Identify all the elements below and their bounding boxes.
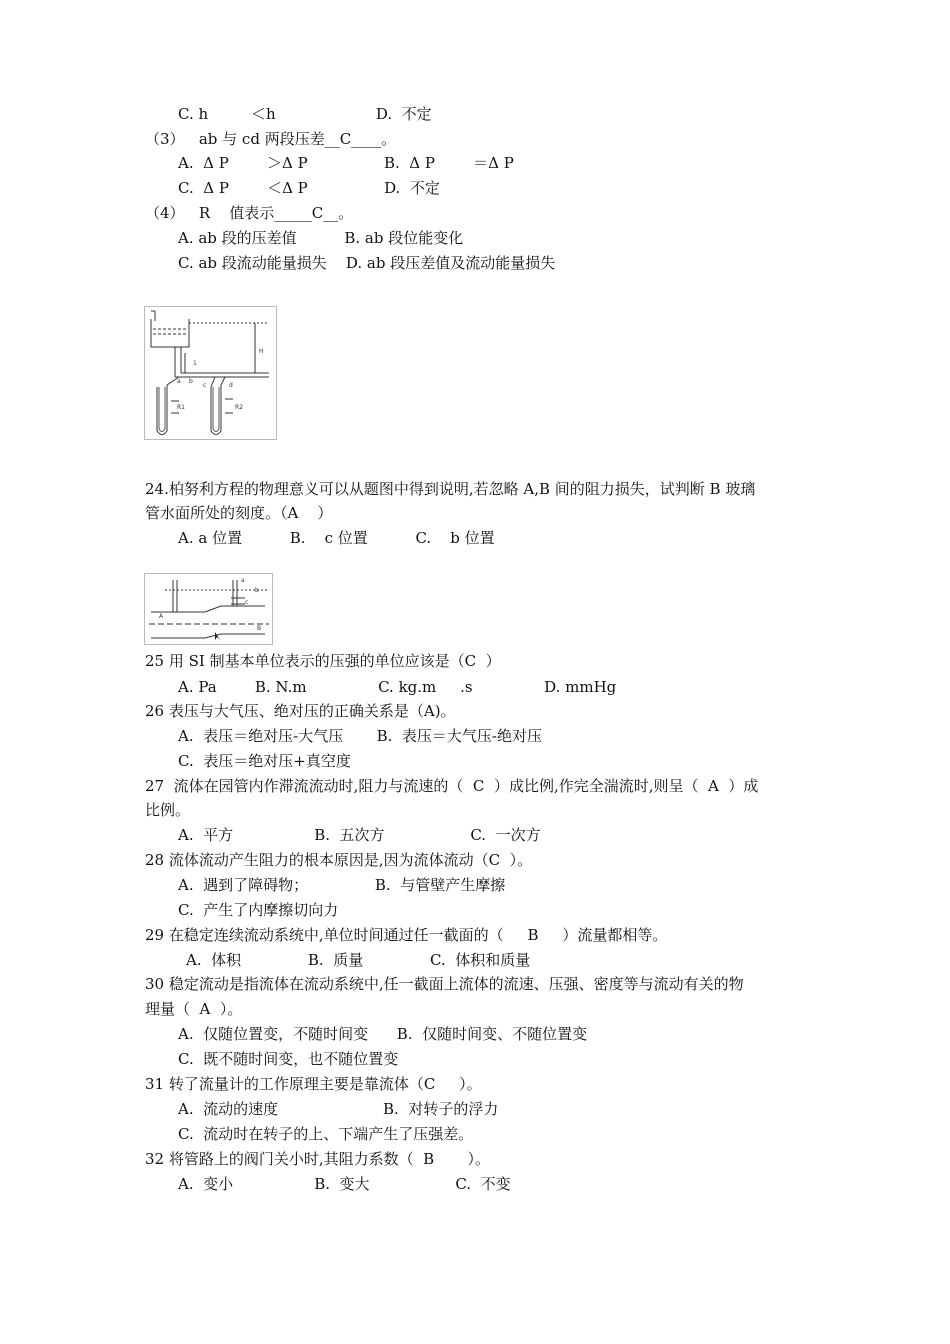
option-line: A. a 位置 B. c 位置 C. b 位置 [178, 529, 495, 547]
question-line: 31 转了流量计的工作原理主要是靠流体（C ）。 [145, 1075, 482, 1093]
question-line: 比例。 [145, 801, 191, 819]
question-line: 理量（ A ）。 [145, 1000, 243, 1018]
question-line: 32 将管路上的阀门关小时,其阻力系数（ B ）。 [145, 1150, 491, 1168]
question-line: 28 流体流动产生阻力的根本原因是,因为流体流动（C ）。 [145, 851, 533, 869]
label-B: B [257, 625, 262, 632]
option-line: C. h ＜h D. 不定 [178, 105, 432, 123]
label-a: a [177, 378, 181, 385]
option-line: C. ab 段流动能量损失 D. ab 段压差值及流动能量损失 [178, 254, 556, 272]
option-line: C. 表压＝绝对压+真空度 [178, 752, 351, 770]
option-line: A. 表压＝绝对压-大气压 B. 表压＝大气压-绝对压 [178, 727, 542, 745]
option-line: C. 产生了内摩擦切向力 [178, 901, 339, 919]
label-H: H [259, 348, 264, 355]
label-c: c [245, 599, 249, 606]
option-line: A. 仅随位置变，不随时间变 B. 仅随时间变、不随位置变 [178, 1025, 588, 1043]
label-b: b [189, 378, 193, 385]
question-line: 24.柏努利方程的物理意义可以从题图中得到说明,若忽略 A,B 间的阻力损失，试判断 B 玻璃 [145, 480, 756, 498]
label-d: d [229, 382, 233, 389]
option-line: C. 流动时在转子的上、下端产生了压强差。 [178, 1125, 474, 1143]
question-line: （3） ab 与 cd 两段压差__C____。 [145, 130, 397, 148]
option-line: A. 流动的速度 B. 对转子的浮力 [178, 1100, 499, 1118]
option-line: A. ab 段的压差值 B. ab 段位能变化 [178, 229, 464, 247]
option-line: C. 既不随时间变，也不随位置变 [178, 1050, 399, 1068]
question-line: 管水面所处的刻度。（A ） [145, 504, 333, 522]
label-R1: R1 [177, 404, 185, 411]
question-line: 29 在稳定连续流动系统中,单位时间通过任一截面的（ B ）流量都相等。 [145, 926, 668, 944]
option-line: A. 平方 B. 五次方 C. 一次方 [178, 826, 541, 844]
manometer-figure [144, 306, 277, 440]
label-1: 1 [193, 360, 197, 367]
label-c: c [203, 382, 207, 389]
question-line: 30 稳定流动是指流体在流动系统中,任一截面上流体的流速、压强、密度等与流动有关的物 [145, 975, 744, 993]
venturi-figure [144, 573, 273, 645]
option-line: A. 遇到了障碍物； B. 与管壁产生摩擦 [178, 876, 506, 894]
option-line: A. 体积 B. 质量 C. 体积和质量 [186, 951, 531, 969]
option-line: A. Δ P ＞Δ P B. Δ P ＝Δ P [178, 154, 514, 172]
question-line: （4） R 值表示_____C__。 [145, 204, 354, 222]
label-A: A [159, 613, 164, 620]
question-line: 27 流体在园管内作滞流流动时,阻力与流速的（ C ）成比例,作完全湍流时,则呈（ A ）成 [145, 777, 759, 795]
label-a: a [241, 577, 245, 584]
option-line: A. 变小 B. 变大 C. 不变 [178, 1175, 511, 1193]
question-line: 26 表压与大气压、绝对压的正确关系是（A)。 [145, 702, 456, 720]
label-R2: R2 [235, 404, 243, 411]
option-line: A. Pa B. N.m C. kg.m .s D. mmHg [178, 678, 617, 696]
question-line: 25 用 SI 制基本单位表示的压强的单位应该是（C ） [145, 652, 501, 670]
option-line: C. Δ P ＜Δ P D. 不定 [178, 179, 440, 197]
label-b: b [255, 587, 259, 594]
